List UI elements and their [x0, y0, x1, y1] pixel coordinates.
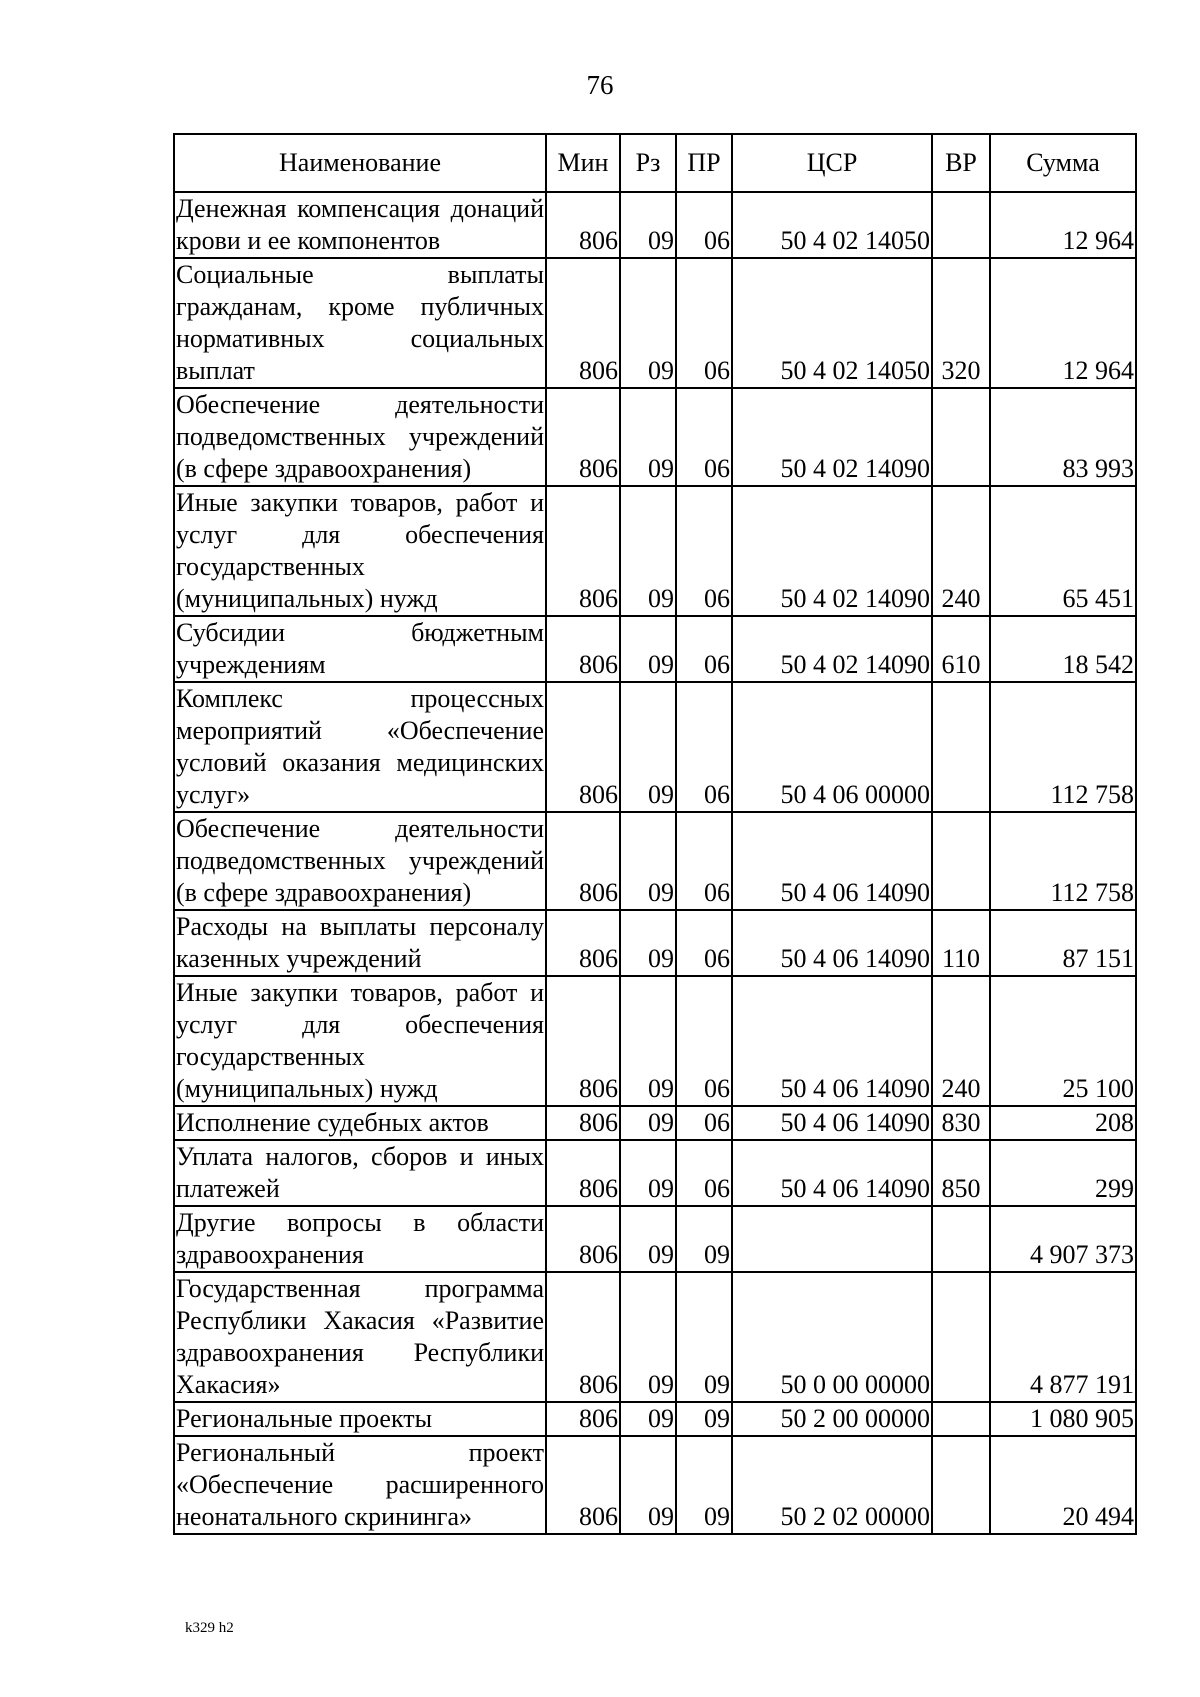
table-row [174, 258, 1136, 388]
table-row [174, 486, 1136, 616]
cell-vr [932, 1436, 990, 1534]
cell-csr: 50 0 00 00000 [732, 1272, 932, 1402]
cell-rz: 09 [620, 1140, 676, 1206]
cell-min: 806 [546, 976, 620, 1106]
cell-pr: 06 [676, 1140, 732, 1206]
cell-pr: 06 [676, 616, 732, 682]
table-row [174, 616, 1136, 682]
cell-min: 806 [546, 388, 620, 486]
table-row [174, 1436, 1136, 1534]
header-min: Мин [546, 134, 620, 192]
header-csr: ЦСР [732, 134, 932, 192]
cell-vr [932, 682, 990, 812]
cell-csr: 50 2 00 00000 [732, 1402, 932, 1436]
budget-table [173, 133, 1137, 1535]
cell-csr [732, 1206, 932, 1272]
cell-name: Обеспечение деятельности подведомственных учреждений (в сфере здравоохранения) [174, 812, 546, 910]
page-number: 76 [586, 70, 614, 100]
cell-vr [932, 1206, 990, 1272]
cell-sum: 112 758 [990, 812, 1136, 910]
cell-name: Государственная программа Республики Хакасия «Развитие здравоохранения Республики Хакасия» [174, 1272, 546, 1402]
header-sum: Сумма [990, 134, 1136, 192]
cell-vr: 110 [932, 910, 990, 976]
cell-name: Денежная компенсация донаций крови и ее компонентов [174, 192, 546, 258]
cell-sum: 65 451 [990, 486, 1136, 616]
table-row [174, 388, 1136, 486]
table-row [174, 1206, 1136, 1272]
cell-min: 806 [546, 1206, 620, 1272]
cell-vr [932, 388, 990, 486]
cell-min: 806 [546, 682, 620, 812]
cell-min: 806 [546, 192, 620, 258]
cell-csr: 50 4 06 00000 [732, 682, 932, 812]
cell-rz: 09 [620, 388, 676, 486]
cell-rz: 09 [620, 258, 676, 388]
cell-vr: 830 [932, 1106, 990, 1140]
table-row [174, 1272, 1136, 1402]
cell-name: Исполнение судебных актов [174, 1106, 546, 1140]
cell-sum: 18 542 [990, 616, 1136, 682]
cell-sum: 4 907 373 [990, 1206, 1136, 1272]
cell-sum: 25 100 [990, 976, 1136, 1106]
table-body [174, 192, 1136, 1534]
cell-rz: 09 [620, 682, 676, 812]
cell-csr: 50 4 06 14090 [732, 910, 932, 976]
cell-name: Иные закупки товаров, работ и услуг для обеспечения государственных (муниципальных) нужд [174, 486, 546, 616]
table-row [174, 812, 1136, 910]
cell-csr: 50 2 02 00000 [732, 1436, 932, 1534]
table-header-row [174, 134, 1136, 192]
table-row [174, 1106, 1136, 1140]
cell-pr: 09 [676, 1206, 732, 1272]
cell-min: 806 [546, 1140, 620, 1206]
cell-min: 806 [546, 1402, 620, 1436]
cell-pr: 06 [676, 258, 732, 388]
cell-pr: 06 [676, 1106, 732, 1140]
cell-min: 806 [546, 258, 620, 388]
cell-vr: 320 [932, 258, 990, 388]
table-row [174, 910, 1136, 976]
header-pr: ПР [676, 134, 732, 192]
cell-name: Расходы на выплаты персоналу казенных учреждений [174, 910, 546, 976]
cell-csr: 50 4 06 14090 [732, 812, 932, 910]
cell-sum: 12 964 [990, 258, 1136, 388]
cell-pr: 06 [676, 192, 732, 258]
cell-name: Региональный проект «Обеспечение расширенного неонатального скрининга» [174, 1436, 546, 1534]
cell-name: Другие вопросы в области здравоохранения [174, 1206, 546, 1272]
cell-name: Субсидии бюджетным учреждениям [174, 616, 546, 682]
cell-csr: 50 4 06 14090 [732, 976, 932, 1106]
cell-vr: 850 [932, 1140, 990, 1206]
cell-rz: 09 [620, 1436, 676, 1534]
cell-vr: 240 [932, 486, 990, 616]
cell-name: Обеспечение деятельности подведомственных учреждений (в сфере здравоохранения) [174, 388, 546, 486]
table-row [174, 1140, 1136, 1206]
cell-min: 806 [546, 812, 620, 910]
cell-name: Комплекс процессных мероприятий «Обеспечение условий оказания медицинских услуг» [174, 682, 546, 812]
table-row [174, 976, 1136, 1106]
cell-min: 806 [546, 616, 620, 682]
cell-sum: 4 877 191 [990, 1272, 1136, 1402]
cell-pr: 06 [676, 388, 732, 486]
cell-vr [932, 1402, 990, 1436]
cell-csr: 50 4 02 14090 [732, 616, 932, 682]
cell-sum: 87 151 [990, 910, 1136, 976]
cell-pr: 06 [676, 910, 732, 976]
cell-sum: 1 080 905 [990, 1402, 1136, 1436]
cell-vr [932, 1272, 990, 1402]
cell-pr: 09 [676, 1272, 732, 1402]
cell-rz: 09 [620, 1402, 676, 1436]
table-row [174, 682, 1136, 812]
cell-csr: 50 4 06 14090 [732, 1140, 932, 1206]
cell-pr: 09 [676, 1402, 732, 1436]
cell-name: Социальные выплаты гражданам, кроме публичных нормативных социальных выплат [174, 258, 546, 388]
cell-csr: 50 4 02 14090 [732, 486, 932, 616]
cell-sum: 299 [990, 1140, 1136, 1206]
cell-csr: 50 4 06 14090 [732, 1106, 932, 1140]
cell-rz: 09 [620, 1272, 676, 1402]
footer-code: k329 h2 [185, 1620, 234, 1636]
cell-vr: 610 [932, 616, 990, 682]
cell-min: 806 [546, 910, 620, 976]
header-rz: Рз [620, 134, 676, 192]
table-row [174, 192, 1136, 258]
cell-name: Уплата налогов, сборов и иных платежей [174, 1140, 546, 1206]
table-row [174, 1402, 1136, 1436]
cell-csr: 50 4 02 14050 [732, 192, 932, 258]
header-name: Наименование [174, 134, 546, 192]
cell-rz: 09 [620, 976, 676, 1106]
cell-sum: 208 [990, 1106, 1136, 1140]
cell-min: 806 [546, 1272, 620, 1402]
cell-rz: 09 [620, 1206, 676, 1272]
cell-min: 806 [546, 486, 620, 616]
cell-pr: 09 [676, 1436, 732, 1534]
cell-csr: 50 4 02 14090 [732, 388, 932, 486]
cell-sum: 83 993 [990, 388, 1136, 486]
cell-name: Иные закупки товаров, работ и услуг для обеспечения государственных (муниципальных) нужд [174, 976, 546, 1106]
cell-min: 806 [546, 1436, 620, 1534]
cell-sum: 12 964 [990, 192, 1136, 258]
cell-sum: 20 494 [990, 1436, 1136, 1534]
cell-rz: 09 [620, 812, 676, 910]
cell-sum: 112 758 [990, 682, 1136, 812]
cell-vr: 240 [932, 976, 990, 1106]
cell-min: 806 [546, 1106, 620, 1140]
cell-csr: 50 4 02 14050 [732, 258, 932, 388]
cell-pr: 06 [676, 976, 732, 1106]
cell-pr: 06 [676, 812, 732, 910]
cell-rz: 09 [620, 192, 676, 258]
header-vr: ВР [932, 134, 990, 192]
cell-rz: 09 [620, 616, 676, 682]
cell-vr [932, 192, 990, 258]
cell-vr [932, 812, 990, 910]
cell-rz: 09 [620, 910, 676, 976]
cell-name: Региональные проекты [174, 1402, 546, 1436]
cell-rz: 09 [620, 486, 676, 616]
cell-rz: 09 [620, 1106, 676, 1140]
cell-pr: 06 [676, 486, 732, 616]
cell-pr: 06 [676, 682, 732, 812]
